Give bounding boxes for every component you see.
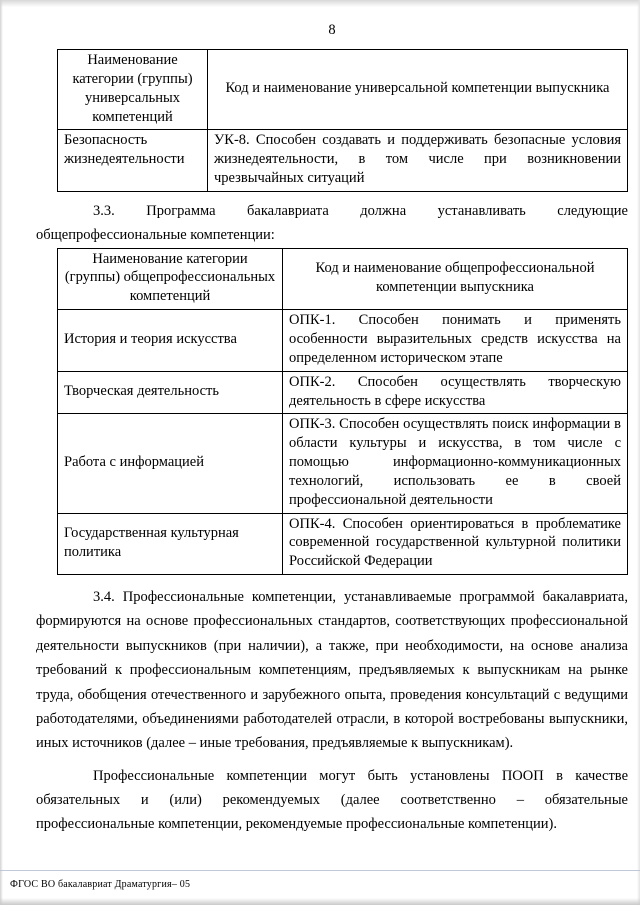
table-row [58, 513, 628, 575]
opk-header-category: Наименование категории (группы) общепрофессиональных компетенций [58, 248, 283, 310]
paragraph-3-4: 3.4. Профессиональные компетенции, устанавливаемые программой бакалавриата, формируются на основе профессиональных стандартов, соответствующих профессиональной деятельности выпускников (при наличии), а также, при необходимости, на основе анализа требований к профессиональным компетенциям, предъявляемых к выпускникам на рынке труда, обобщения отечественного и зарубежного опыта, проведения консультаций с ведущими работодателями, объединениями работодателей отрасли, в которой востребованы выпускники, иных источников (далее – иные требования, предъявляемые к выпускникам). [36, 589, 628, 752]
footer-divider-line [0, 870, 640, 871]
opk-category-cell: Государственная культурная политика [58, 513, 283, 575]
opk-header-code: Код и наименование общепрофессиональной компетенции выпускника [283, 248, 628, 310]
scan-edge-bottom [0, 898, 640, 905]
footer-text: ФГОС ВО бакалавриат Драматургия– 05 [10, 879, 191, 890]
opk-category-cell: Творческая деятельность [58, 371, 283, 414]
table-header-row [58, 248, 628, 310]
table-row [58, 130, 628, 192]
paragraph-professional-competencies: Профессиональные компетенции могут быть установлены ПООП в качестве обязательных и (или) рекомендуемых (далее соответственно – обязательные профессиональные компетенции, рекомендуемые профессиональные компетенции). [36, 767, 628, 833]
uk-competency-cell: УК-8. Способен создавать и поддерживать безопасные условия жизнедеятельности, в том числе при возникновении чрезвычайных ситуаций [208, 130, 628, 192]
opk-category-cell: Работа с информацией [58, 414, 283, 513]
opk-category-cell: История и теория искусства [58, 310, 283, 372]
page-footer [10, 879, 190, 890]
opk-competency-cell: ОПК-3. Способен осуществлять поиск информации в области культуры и искусства, в том числе с помощью информационно-коммуникационных технологий, использовать ее в своей профессиональной деятельности [283, 414, 628, 513]
opk-competency-cell: ОПК-2. Способен осуществлять творческую деятельность в сфере искусства [283, 371, 628, 414]
scan-edge-top [0, 0, 640, 7]
paragraph-3-3: 3.3. Программа бакалавриата должна устанавливать следующие общепрофессиональные компетенции: [36, 202, 628, 244]
table-header-row [58, 50, 628, 130]
uk-header-code: Код и наименование универсальной компетенции выпускника [208, 50, 628, 130]
scan-edge-left [0, 0, 3, 905]
general-professional-competencies-table [57, 248, 628, 576]
page-number: 8 [328, 22, 336, 38]
table-row [58, 414, 628, 513]
table-row [58, 310, 628, 372]
opk-competency-cell: ОПК-4. Способен ориентироваться в проблематике современной государственной культурной политики Российской Федерации [283, 513, 628, 575]
uk-category-cell: Безопасность жизнедеятельности [58, 130, 208, 192]
opk-competency-cell: ОПК-1. Способен понимать и применять особенности выразительных средств искусства на определенном историческом этапе [283, 310, 628, 372]
uk-header-category: Наименование категории (группы) универсальных компетенций [58, 50, 208, 130]
table-row [58, 371, 628, 414]
universal-competencies-table [57, 49, 628, 192]
